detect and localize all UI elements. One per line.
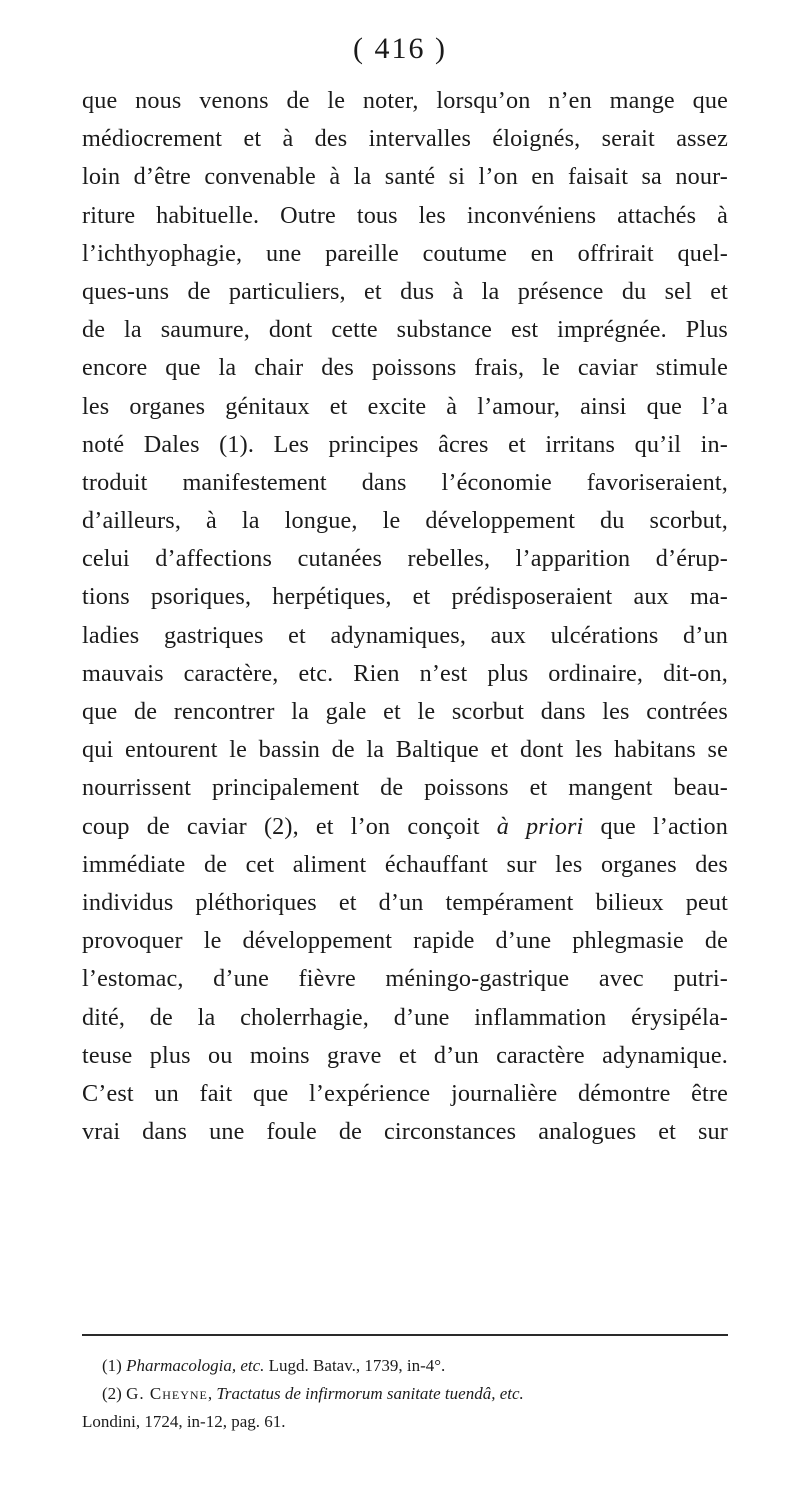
text-line: dité, de la cholerrhagie, d’une inflammation érysipéla- <box>82 1003 728 1031</box>
text-line: provoquer le développement rapide d’une phlegmasie de <box>82 927 728 955</box>
text-line: individus pléthoriques et d’un tempérament bilieux peut <box>82 888 728 916</box>
text-line: de la saumure, dont cette substance est imprégnée. Plus <box>82 316 728 344</box>
text-line-mixed <box>82 808 728 846</box>
text-line: teuse plus ou moins grave et d’un caractère adynamique. <box>82 1041 728 1069</box>
text-line: l’ichthyophagie, une pareille coutume en offrirait quel- <box>82 239 728 267</box>
text-line: que de rencontrer la gale et le scorbut dans les contrées <box>82 698 728 725</box>
footnote-text: , <box>207 1384 217 1403</box>
footnote-divider <box>82 1334 728 1336</box>
text-line: l’estomac, d’une fièvre méningo-gastrique avec putri- <box>82 965 728 993</box>
body-text <box>82 82 728 1151</box>
text-line: loin d’être convenable à la santé si l’on en faisait sa nour- <box>82 163 728 191</box>
text-line: encore que la chair des poissons frais, le caviar stimule <box>82 354 728 382</box>
text-line: celui d’affections cutanées rebelles, l’apparition d’érup- <box>82 545 728 573</box>
footnote-title: Tractatus de infirmorum sanitate tuendâ, etc. <box>216 1384 524 1403</box>
text-line: d’ailleurs, à la longue, le développement du scorbut, <box>82 507 728 535</box>
text-line: noté Dales (1). Les principes âcres et irritans qu’il in- <box>82 430 728 458</box>
text-line: troduit manifestement dans l’économie favoriseraient, <box>82 468 728 496</box>
text-segment: que l’action <box>583 812 728 840</box>
text-line: médiocrement et à des intervalles éloignés, serait assez <box>82 125 728 153</box>
text-line: ladies gastriques et adynamiques, aux ulcérations d’un <box>82 621 728 649</box>
text-line: nourrissent principalement de poissons et mangent beau- <box>82 774 728 802</box>
text-line: les organes génitaux et excite à l’amour, ainsi que l’a <box>82 392 728 420</box>
footnotes <box>82 1352 728 1436</box>
text-line: ques-uns de particuliers, et dus à la présence du sel et <box>82 277 728 305</box>
text-line: que nous venons de le noter, lorsqu’on n’en mange que <box>82 87 728 114</box>
text-line: immédiate de cet aliment échauffant sur les organes des <box>82 850 728 878</box>
text-line: C’est un fait que l’expérience journalière démontre être <box>82 1079 728 1107</box>
footnote-marker: (2) <box>102 1384 127 1403</box>
text-segment: coup de caviar (2), et l’on conçoit <box>82 812 497 840</box>
page-number: ( 416 ) <box>353 32 447 65</box>
text-line: tions psoriques, herpétiques, et prédisposeraient aux ma- <box>82 583 728 611</box>
footnote-1 <box>82 1352 728 1380</box>
text-line: vrai dans une foule de circonstances analogues et sur <box>82 1118 728 1146</box>
footnote-title: Pharmacologia, etc. <box>126 1356 265 1375</box>
text-line: mauvais caractère, etc. Rien n’est plus ordinaire, dit-on, <box>82 659 728 687</box>
footnote-2 <box>82 1380 728 1408</box>
footnote-author: G. Cheyne <box>126 1384 208 1403</box>
italic-phrase: à priori <box>496 812 584 840</box>
text-line: riture habituelle. Outre tous les inconvéniens attachés à <box>82 201 728 229</box>
footnote-2-continuation: Londini, 1724, in-12, pag. 61. <box>82 1412 286 1431</box>
text-line: qui entourent le bassin de la Baltique et dont les habitans se <box>82 736 728 764</box>
footnote-marker: (1) <box>102 1356 127 1375</box>
footnote-text: Lugd. Batav., 1739, in-4°. <box>264 1356 446 1375</box>
